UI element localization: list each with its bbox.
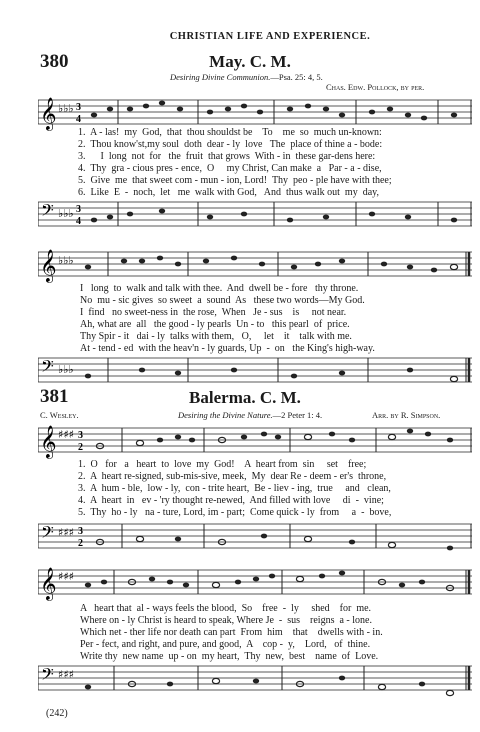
svg-text:𝄞: 𝄞: [40, 97, 57, 130]
verse-line: 5. Thy ho - ly na - ture, Lord, im - part; Come quick - ly from a - bove,: [78, 507, 392, 518]
hymn-number: 381: [40, 386, 69, 407]
music-staff-treble: [38, 424, 472, 460]
svg-text:♭♭♭: ♭♭♭: [58, 207, 74, 220]
verse-line: 3. I long not for the fruit that grows With - in these gar-dens here:: [78, 151, 376, 162]
svg-text:𝄢: 𝄢: [41, 522, 54, 546]
verse-line: 2. Thou know'st,my soul doth dear - ly love The place of thine a - bode:: [78, 139, 383, 150]
verse-line: 6. Like E - noch, let me walk with God, And thus walk out my day,: [78, 187, 379, 198]
music-staff-bass: [38, 356, 472, 386]
verse-line: Ah, what are all the good - ly pearls Un - to this pearl of price.: [80, 319, 350, 330]
verse-line: 3. A hum - ble, low - ly, con - trite heart, Be - liev - ing, true and clean,: [78, 483, 391, 494]
verse-line: At - tend - ed with the heav'n - ly guards, Up - on the King's high-way.: [80, 343, 375, 354]
svg-text:𝄢: 𝄢: [41, 664, 54, 688]
hymn-subtitle: Desiring the Divine Nature.—2 Peter 1: 4.: [178, 410, 323, 420]
verse-line: I find no sweet-ness in the rose, When Je - sus is not near.: [80, 307, 347, 318]
svg-text:𝄞: 𝄞: [40, 425, 57, 458]
verse-line: No mu - sic gives so sweet a sound As these two words—My God.: [80, 295, 365, 306]
svg-text:♭♭♭: ♭♭♭: [58, 102, 74, 115]
verse-line: 2. A heart re-signed, sub-mis-sive, meek, My dear Re - deem - er's throne,: [78, 471, 387, 482]
svg-text:4: 4: [76, 114, 81, 125]
verse-line: 1. A - las! my God, that thou shouldst be To me so much un-known:: [78, 127, 382, 138]
music-staff-treble: [38, 566, 472, 602]
verse-line: Thy Spir - it dai - ly talks with them, O, let it talk with me.: [80, 331, 352, 342]
verse-line: 5. Give me that sweet com - mun - ion, Lord! Thy peo - ple have with thee;: [78, 175, 392, 186]
composer-credit: Chas. Edw. Pollock, by per.: [326, 82, 425, 92]
svg-text:2: 2: [78, 538, 83, 549]
svg-text:4: 4: [76, 216, 81, 227]
svg-text:2: 2: [78, 442, 83, 453]
svg-text:♯♯♯: ♯♯♯: [58, 428, 74, 441]
music-staff-bass: [38, 200, 472, 230]
svg-text:♭♭♭: ♭♭♭: [58, 254, 74, 267]
svg-text:𝄢: 𝄢: [41, 356, 54, 380]
verse-line: Write thy new name up - on my heart, Thy new, best name of Love.: [80, 651, 379, 662]
svg-text:𝄞: 𝄞: [40, 567, 57, 600]
hymn-number: 380: [40, 51, 69, 72]
svg-text:3: 3: [76, 204, 81, 215]
hymn-subtitle: Desiring Divine Communion.—Psa. 25: 4, 5.: [170, 72, 323, 82]
verse-line: Which net - ther life nor death can part From him that dwells with - in.: [80, 627, 383, 638]
svg-text:♯♯♯: ♯♯♯: [58, 526, 74, 539]
music-staff-treble: [38, 248, 472, 284]
svg-text:3: 3: [76, 102, 81, 113]
page-number: (242): [46, 708, 68, 719]
running-head: CHRISTIAN LIFE AND EXPERIENCE.: [169, 31, 371, 42]
verse-line: A heart that al - ways feels the blood, So free - ly shed for me.: [80, 603, 372, 614]
verse-line: Per - fect, and right, and pure, and good, A cop - y, Lord, of thine.: [80, 639, 371, 650]
svg-text:𝄢: 𝄢: [41, 200, 54, 224]
svg-text:3: 3: [78, 430, 83, 441]
arranger-credit: Arr. by R. Simpson.: [372, 410, 441, 420]
svg-text:𝄞: 𝄞: [40, 249, 57, 282]
verse-line: 4. A heart in ev - 'ry thought re-newed, And filled with love di - vine;: [78, 495, 384, 506]
music-staff-bass: [38, 522, 472, 554]
hymn-title: Balerma. C. M.: [189, 388, 301, 407]
verse-line: 4. Thy gra - cious pres - ence, O my Christ, Can make a Par - a - dise,: [78, 163, 382, 174]
verse-line: I long to walk and talk with thee. And dwell be - fore thy throne.: [80, 283, 359, 294]
svg-text:♭♭♭: ♭♭♭: [58, 363, 74, 376]
hymn-title: May. C. M.: [209, 52, 291, 71]
svg-text:♯♯♯: ♯♯♯: [58, 668, 74, 681]
verse-line: Where on - ly Christ is heard to speak, Where Je - sus reigns a - lone.: [80, 615, 372, 626]
verse-line: 1. O for a heart to love my God! A heart from sin set free;: [78, 459, 367, 470]
svg-text:3: 3: [78, 526, 83, 537]
svg-text:♯♯♯: ♯♯♯: [58, 570, 74, 583]
music-staff-bass: [38, 664, 472, 698]
author-credit: C. Wesley.: [40, 410, 79, 420]
